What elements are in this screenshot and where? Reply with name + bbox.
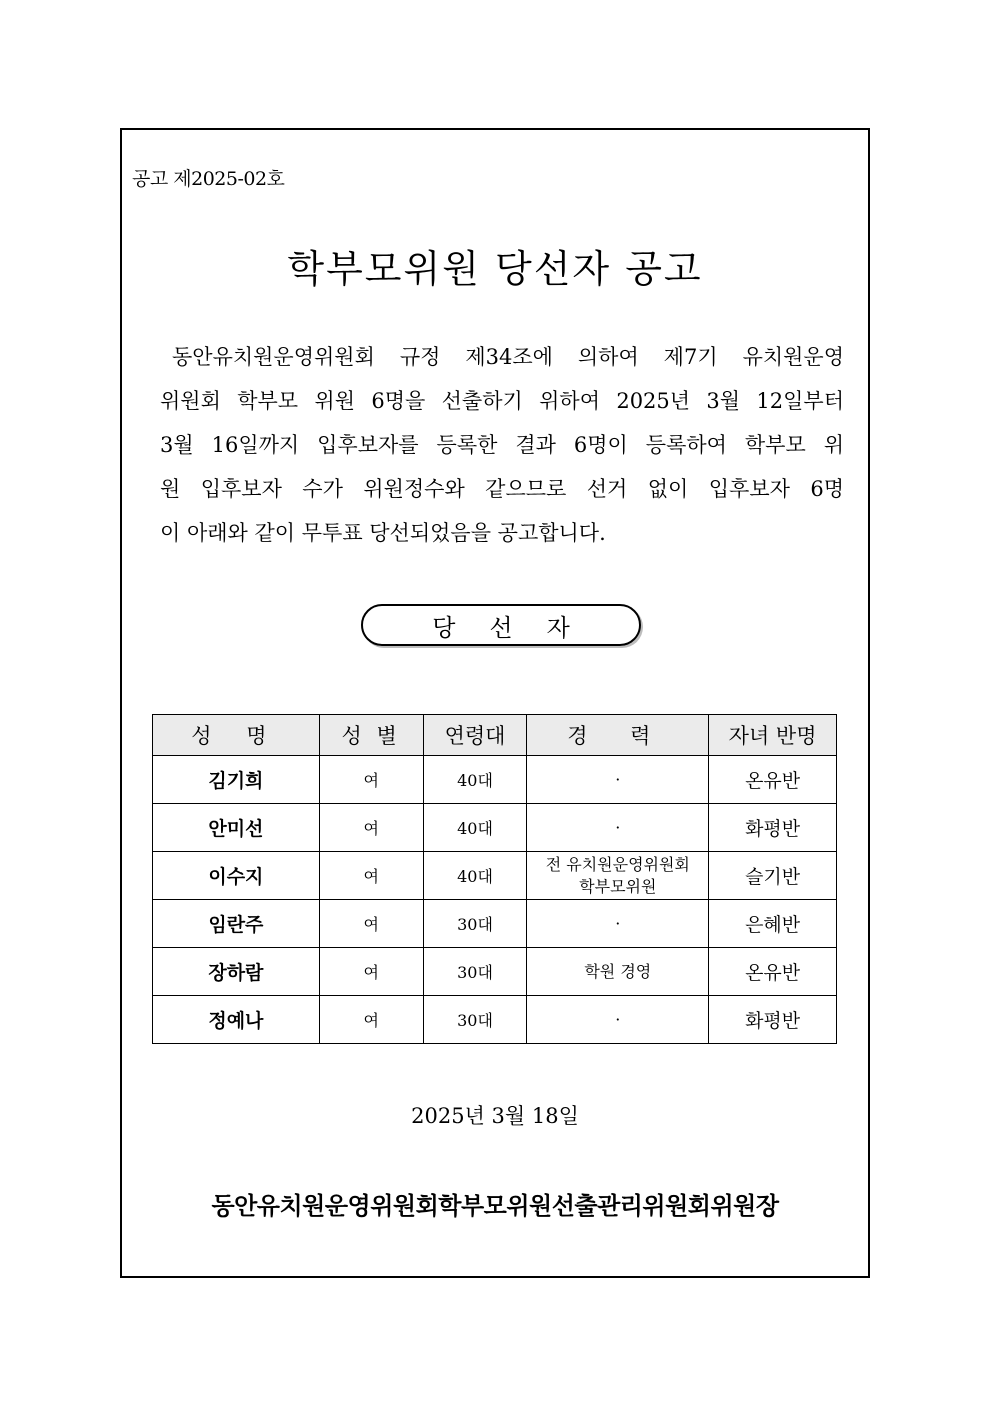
document-title: 학부모위원 당선자 공고	[287, 247, 703, 291]
announcement-date: 2025년 3월 18일	[411, 1104, 579, 1128]
body-line: 이 아래와 같이 무투표 당선되었음을 공고합니다.	[160, 521, 606, 545]
cell-class: 은혜반	[709, 900, 837, 948]
cell-class: 온유반	[709, 756, 837, 804]
cell-name: 김기희	[153, 756, 320, 804]
table-row	[153, 804, 837, 852]
body-line: 위원회 학부모 위원 6명을 선출하기 위하여 2025년 3월 12일부터	[160, 389, 844, 413]
body-line: 원 입후보자 수가 위원정수와 같으므로 선거 없이 입후보자 6명	[160, 477, 844, 501]
cell-name: 장하람	[153, 948, 320, 996]
cell-gender: 여	[319, 900, 423, 948]
cell-age: 30대	[423, 948, 527, 996]
cell-name: 정예나	[153, 996, 320, 1044]
cell-career: ·	[527, 900, 709, 948]
header-name: 성 명	[153, 715, 320, 756]
table-row	[153, 900, 837, 948]
cell-age: 40대	[423, 852, 527, 900]
notice-number: 공고 제2025-02호	[132, 168, 285, 190]
cell-age: 40대	[423, 804, 527, 852]
cell-age: 40대	[423, 756, 527, 804]
cell-gender: 여	[319, 804, 423, 852]
announcement-body	[160, 335, 844, 555]
table-header-row	[153, 715, 837, 756]
cell-name: 이수지	[153, 852, 320, 900]
table-row	[153, 996, 837, 1044]
cell-gender: 여	[319, 852, 423, 900]
cell-career: 전 유치원운영위원회 학부모위원	[527, 852, 709, 900]
cell-gender: 여	[319, 948, 423, 996]
cell-class: 화평반	[709, 996, 837, 1044]
cell-career: ·	[527, 996, 709, 1044]
cell-name: 안미선	[153, 804, 320, 852]
cell-age: 30대	[423, 900, 527, 948]
header-career: 경 력	[527, 715, 709, 756]
cell-career: ·	[527, 756, 709, 804]
cell-career: 학원 경영	[527, 948, 709, 996]
body-line: 동안유치원운영위원회 규정 제34조에 의하여 제7기 유치원운영	[172, 345, 844, 369]
cell-name: 임란주	[153, 900, 320, 948]
cell-gender: 여	[319, 756, 423, 804]
table-row	[153, 852, 837, 900]
cell-age: 30대	[423, 996, 527, 1044]
header-gender: 성 별	[319, 715, 423, 756]
table-row	[153, 756, 837, 804]
cell-class: 온유반	[709, 948, 837, 996]
cell-gender: 여	[319, 996, 423, 1044]
header-child-class: 자녀 반명	[709, 715, 837, 756]
table-row	[153, 948, 837, 996]
cell-class: 화평반	[709, 804, 837, 852]
signer-title: 동안유치원운영위원회학부모위원선출관리위원회위원장	[211, 1192, 779, 1220]
winners-table	[152, 714, 837, 1044]
section-label-winners: 당선자	[361, 604, 641, 646]
cell-class: 슬기반	[709, 852, 837, 900]
header-age: 연령대	[423, 715, 527, 756]
cell-career: ·	[527, 804, 709, 852]
body-line: 3월 16일까지 입후보자를 등록한 결과 6명이 등록하여 학부모 위	[160, 433, 844, 457]
